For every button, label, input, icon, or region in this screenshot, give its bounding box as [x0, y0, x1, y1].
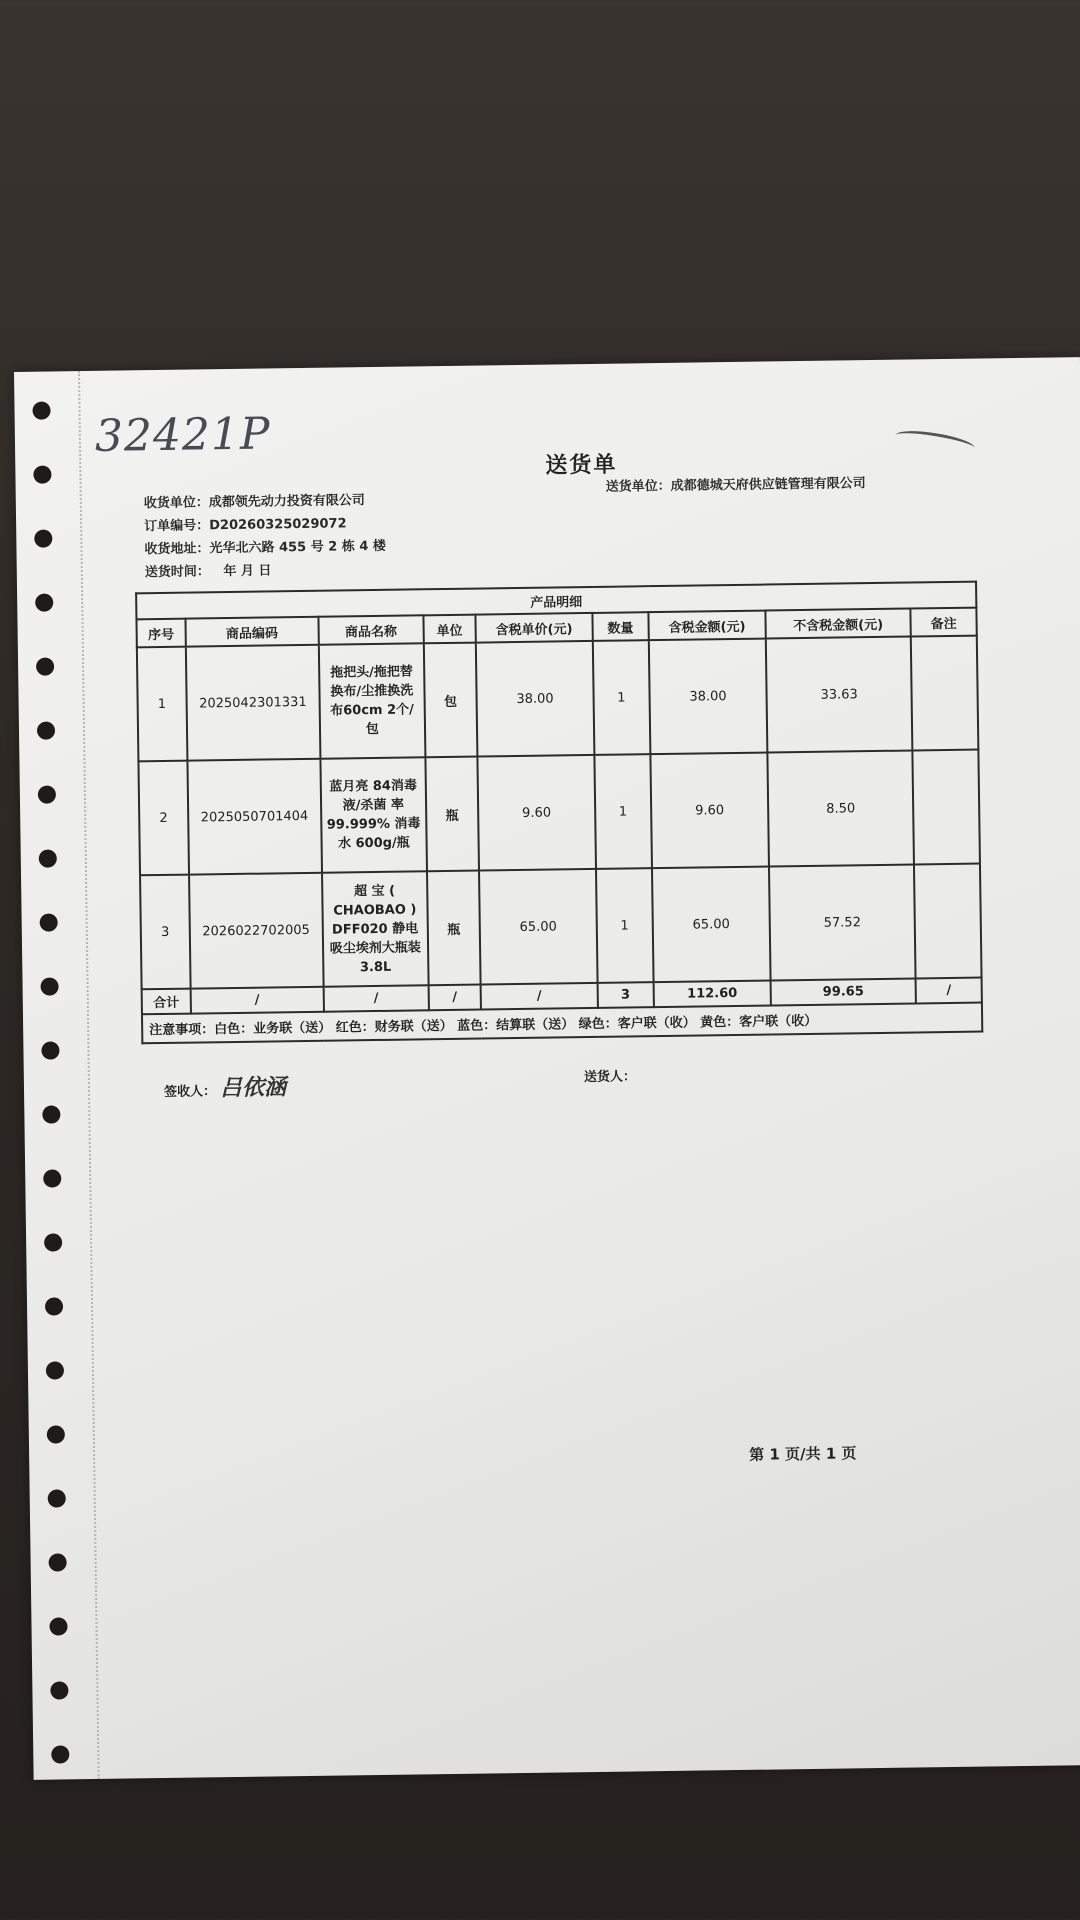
handwritten-note: 32421P — [94, 408, 271, 462]
cell-note — [912, 750, 979, 865]
cell-no: 2 — [138, 761, 188, 876]
total-label: 合计 — [142, 989, 191, 1015]
header-cell: 单位 — [423, 615, 476, 644]
total-name: / — [323, 985, 428, 1011]
cell-qty: 1 — [596, 868, 654, 983]
cell-no: 1 — [137, 647, 187, 762]
notice-text: 注意事项：白色：业务联（送） 红色：财务联（送） 蓝色：结算联（送） 绿色：客户联（收） 黄色：客户联（收） — [142, 1003, 982, 1044]
address-line — [144, 535, 386, 561]
signer-signature: 吕依涵 — [219, 1074, 287, 1102]
cell-amount-ex: 8.50 — [767, 750, 914, 866]
order-no-line — [144, 512, 386, 538]
header-cell: 商品名称 — [318, 615, 423, 644]
signer-label: 签收人： — [163, 1084, 217, 1100]
total-qty: 3 — [597, 982, 654, 1008]
table-row — [138, 750, 980, 876]
document-title: 送货单 — [545, 452, 618, 479]
cell-amount: 38.00 — [649, 639, 768, 755]
cell-unit: 瓶 — [425, 757, 479, 872]
cell-no: 3 — [140, 875, 190, 990]
header-cell: 商品编码 — [185, 617, 319, 647]
time-value: 年 月 日 — [223, 563, 272, 580]
address-value: 光华北六路 455 号 2 栋 4 楼 — [209, 538, 386, 557]
cell-price: 9.60 — [478, 755, 596, 871]
perforation-line — [78, 371, 100, 1779]
cell-name: 拖把头/拖把替换布/尘推换洗布60cm 2个/包 — [319, 643, 425, 758]
total-amount: 112.60 — [653, 980, 770, 1007]
total-note: / — [916, 978, 982, 1004]
address-label: 收货地址： — [144, 541, 210, 558]
supplier-line — [606, 472, 866, 495]
supplier-label: 送货单位： — [605, 478, 671, 495]
receiver-line — [144, 489, 386, 515]
table-row — [140, 864, 982, 990]
cell-amount: 9.60 — [650, 753, 769, 869]
delivery-note-paper — [14, 357, 1080, 1780]
total-unit: / — [428, 985, 481, 1011]
total-amount-ex: 99.65 — [771, 978, 916, 1005]
cell-price: 65.00 — [479, 869, 597, 985]
order-no-label: 订单编号： — [144, 518, 210, 535]
page-number: 第 1 页/共 1 页 — [749, 1444, 857, 1464]
cell-price: 38.00 — [476, 641, 594, 757]
total-price: / — [481, 983, 598, 1010]
pen-stroke — [894, 427, 976, 457]
header-cell: 数量 — [592, 612, 649, 641]
cell-unit: 瓶 — [427, 871, 481, 986]
header-cell: 含税金额(元) — [648, 611, 765, 641]
supplier-value: 成都德城天府供应链管理有限公司 — [670, 476, 866, 494]
table-row — [137, 636, 979, 762]
product-detail-table — [135, 581, 983, 1045]
cell-qty: 1 — [594, 754, 652, 869]
cell-qty: 1 — [592, 640, 650, 755]
time-line — [145, 558, 387, 584]
order-no-value: D20260325029072 — [209, 516, 347, 534]
table-caption: 产品明细 — [136, 582, 976, 620]
time-label: 送货时间： — [144, 564, 210, 581]
cell-code: 2025050701404 — [187, 759, 322, 875]
cell-note — [914, 864, 981, 979]
deliverer-label: 送货人： — [583, 1069, 637, 1086]
cell-name: 蓝月亮 84消毒液/杀菌 率99.999% 消毒水 600g/瓶 — [320, 757, 426, 872]
cell-amount-ex: 33.63 — [766, 637, 913, 753]
receiver-label: 收货单位： — [143, 495, 209, 512]
deliverer-line — [584, 1065, 636, 1085]
cell-amount-ex: 57.52 — [769, 864, 916, 980]
receiver-value: 成都领先动力投资有限公司 — [208, 493, 365, 511]
cell-code: 2025042301331 — [186, 645, 321, 761]
header-cell: 不含税金额(元) — [765, 609, 911, 639]
cell-amount: 65.00 — [652, 867, 771, 983]
total-code: / — [190, 987, 324, 1014]
header-cell: 备注 — [911, 608, 977, 637]
header-cell: 序号 — [136, 619, 185, 648]
tractor-holes — [28, 401, 71, 1761]
cell-note — [911, 636, 978, 751]
header-info — [144, 489, 387, 584]
cell-name: 超 宝 ( CHAOBAO ) DFF020 静电吸尘埃剂大瓶装 3.8L — [322, 871, 428, 986]
cell-code: 2026022702005 — [189, 873, 324, 989]
cell-unit: 包 — [424, 643, 478, 758]
signer-line — [164, 1070, 286, 1103]
header-cell: 含税单价(元) — [476, 613, 593, 643]
